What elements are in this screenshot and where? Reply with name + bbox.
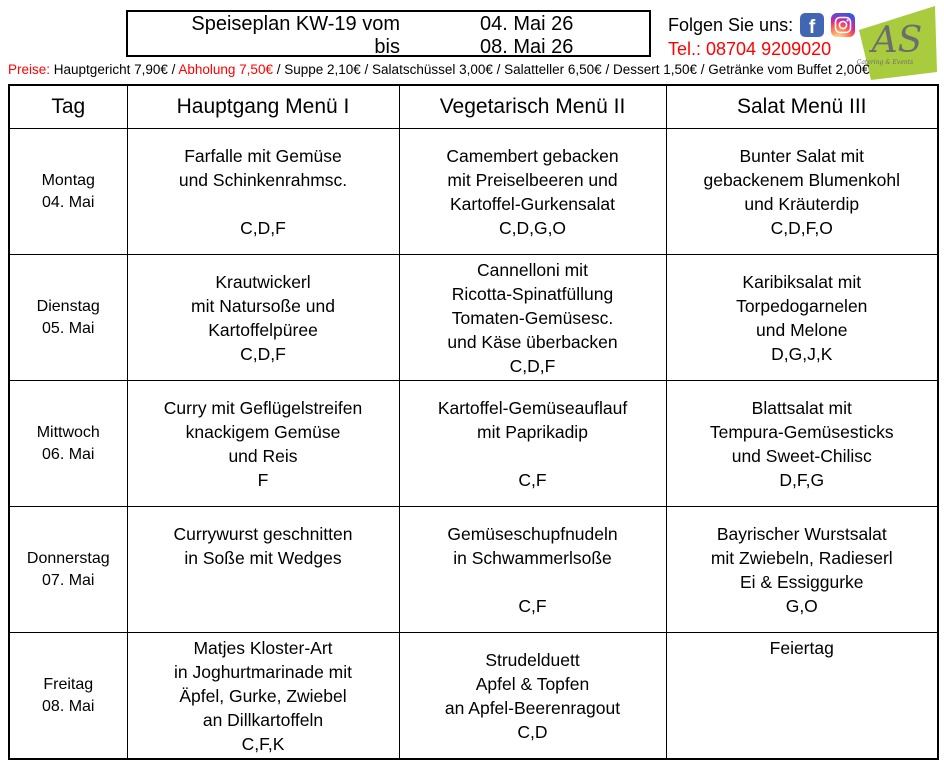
price-segment: / Suppe 2,10€ / Salatschüssel 3,00€ / Salatteller 6,50€ / Dessert 1,50€ / Getränke vom Buffet 2,00€ xyxy=(272,62,870,77)
menu-line: C,F,K xyxy=(241,733,285,754)
menu-line: Farfalle mit Gemüse xyxy=(184,145,342,166)
hauptgang-cell xyxy=(127,507,399,633)
menu-line: Curry mit Geflügelstreifen xyxy=(163,397,363,418)
column-header: Hauptgang Menü I xyxy=(127,85,399,129)
vegetarisch-cell xyxy=(399,129,666,255)
column-header: Vegetarisch Menü II xyxy=(399,85,666,129)
menu-line: knackigem Gemüse xyxy=(185,421,341,442)
menu-line: C,D,F,O xyxy=(770,217,833,238)
menu-line: Karibiksalat mit xyxy=(742,271,862,292)
plan-title-box xyxy=(126,10,651,57)
menu-line: Ei & Essiggurke xyxy=(739,571,864,592)
column-header: Tag xyxy=(9,85,127,129)
hauptgang-cell xyxy=(127,255,399,381)
menu-line: Tempura-Gemüsesticks xyxy=(709,421,894,442)
menu-line: Ricotta-Spinatfüllung xyxy=(451,283,614,304)
menu-line: Tomaten-Gemüsesc. xyxy=(451,307,614,328)
facebook-icon[interactable]: f xyxy=(800,13,824,37)
hauptgang-cell xyxy=(127,381,399,507)
day-name: Freitag xyxy=(43,675,94,693)
salat-cell xyxy=(666,255,938,381)
menu-line: Gemüseschupfnudeln xyxy=(447,523,618,544)
menu-line xyxy=(671,684,934,708)
day-date: 08. Mai xyxy=(42,697,95,715)
menu-line: und Käse überbacken xyxy=(447,331,618,352)
menu-line: C,F xyxy=(518,595,547,616)
salat-cell xyxy=(666,507,938,633)
price-segment: Preise: xyxy=(8,62,54,77)
menu-line: Matjes Kloster-Art xyxy=(193,637,333,658)
day-cell xyxy=(9,255,127,381)
menu-row xyxy=(9,507,938,633)
vegetarisch-cell xyxy=(399,633,666,760)
salat-cell xyxy=(666,129,938,255)
menu-row xyxy=(9,381,938,507)
day-date: 06. Mai xyxy=(42,445,95,463)
column-header: Salat Menü III xyxy=(666,85,938,129)
menu-line: Kartoffel-Gurkensalat xyxy=(449,193,616,214)
instagram-camera-glyph xyxy=(834,16,852,34)
menu-line: C,D,F xyxy=(240,343,286,364)
menu-line: C,D,F xyxy=(509,355,556,376)
menu-row xyxy=(9,255,938,381)
social-follow-bar xyxy=(668,13,855,37)
day-date: 04. Mai xyxy=(42,193,95,211)
menu-line: und Sweet-Chilisc xyxy=(731,445,872,466)
menu-line: an Dillkartoffeln xyxy=(202,709,324,730)
phone-number: Tel.: 08704 9209020 xyxy=(668,39,832,59)
day-cell xyxy=(9,381,127,507)
plan-title: Speiseplan KW-19 vom xyxy=(191,13,400,35)
menu-line: D,F,G xyxy=(779,469,825,490)
menu-line xyxy=(404,444,662,468)
menu-line: D,G,J,K xyxy=(771,343,833,364)
menu-line: Kartoffel-Gemüseauflauf xyxy=(437,397,628,418)
menu-line: Camembert gebacken xyxy=(446,145,619,166)
day-cell xyxy=(9,129,127,255)
menu-line: Currywurst geschnitten xyxy=(173,523,353,544)
day-date: 07. Mai xyxy=(42,571,95,589)
menu-line: mit Natursoße und xyxy=(191,295,335,316)
day-cell xyxy=(9,507,127,633)
menu-line: Feiertag xyxy=(769,637,834,658)
day-date: 05. Mai xyxy=(42,319,95,337)
menu-row xyxy=(9,633,938,760)
vegetarisch-cell xyxy=(399,507,666,633)
menu-line: F xyxy=(257,469,269,490)
menu-line xyxy=(132,570,395,594)
menu-table-header-row xyxy=(9,85,938,129)
menu-line: und Melone xyxy=(756,319,848,340)
price-line xyxy=(8,62,869,77)
menu-row xyxy=(9,129,938,255)
logo-monogram: AS xyxy=(871,20,923,61)
price-segment: Hauptgericht 7,90€ / xyxy=(53,62,179,77)
menu-line xyxy=(671,732,934,756)
menu-line: Bayrischer Wurstsalat xyxy=(716,523,887,544)
hauptgang-cell xyxy=(127,129,399,255)
menu-line: Äpfel, Gurke, Zwiebel xyxy=(179,685,347,706)
menu-line: Blattsalat mit xyxy=(751,397,852,418)
menu-line xyxy=(671,660,934,684)
vegetarisch-cell xyxy=(399,381,666,507)
menu-line xyxy=(671,708,934,732)
day-name: Dienstag xyxy=(36,297,100,315)
hauptgang-cell xyxy=(127,633,399,760)
salat-cell xyxy=(666,633,938,760)
menu-line: und Schinkenrahmsc. xyxy=(178,169,348,190)
menu-line: Bunter Salat mit xyxy=(739,145,864,166)
menu-line: mit Zwiebeln, Radieserl xyxy=(710,547,893,568)
menu-line xyxy=(132,594,395,618)
menu-line: mit Paprikadip xyxy=(477,421,588,442)
day-name: Montag xyxy=(41,171,95,189)
menu-line: C,D,F xyxy=(240,217,286,238)
follow-label: Folgen Sie uns: xyxy=(668,14,794,35)
menu-line: C,F xyxy=(518,469,547,490)
day-name: Mittwoch xyxy=(36,423,100,441)
menu-table xyxy=(8,84,939,760)
date-from: 04. Mai 26 xyxy=(480,13,574,35)
menu-line: mit Preiselbeeren und xyxy=(447,169,618,190)
salat-cell xyxy=(666,381,938,507)
menu-line: gebackenem Blumenkohl xyxy=(703,169,900,190)
menu-line: und Kräuterdip xyxy=(744,193,860,214)
plan-title-bis: bis xyxy=(374,36,400,58)
day-name: Donnerstag xyxy=(26,549,110,567)
menu-line: G,O xyxy=(785,595,818,616)
menu-line: Kartoffelpüree xyxy=(208,319,318,340)
menu-table-body xyxy=(9,129,938,760)
menu-line: in Soße mit Wedges xyxy=(184,547,342,568)
menu-line: Torpedogarnelen xyxy=(736,295,868,316)
date-to: 08. Mai 26 xyxy=(480,36,574,58)
menu-line: Apfel & Topfen xyxy=(475,673,590,694)
menu-line: Strudelduett xyxy=(485,649,580,670)
menu-line: an Apfel-Beerenragout xyxy=(444,697,621,718)
menu-line: in Joghurtmarinade mit xyxy=(174,661,352,682)
menu-line: und Reis xyxy=(228,445,298,466)
menu-line xyxy=(132,192,395,216)
price-segment: Abholung 7,50€ xyxy=(178,62,273,77)
menu-line: in Schwammerlsoße xyxy=(453,547,612,568)
menu-line: Cannelloni mit xyxy=(477,259,588,280)
menu-line: C,D xyxy=(517,721,548,742)
day-cell xyxy=(9,633,127,760)
vegetarisch-cell xyxy=(399,255,666,381)
menu-line: Krautwickerl xyxy=(215,271,311,292)
menu-line xyxy=(404,570,662,594)
logo-subtext: Catering & Events xyxy=(856,59,914,66)
menu-line: C,D,G,O xyxy=(498,217,567,238)
